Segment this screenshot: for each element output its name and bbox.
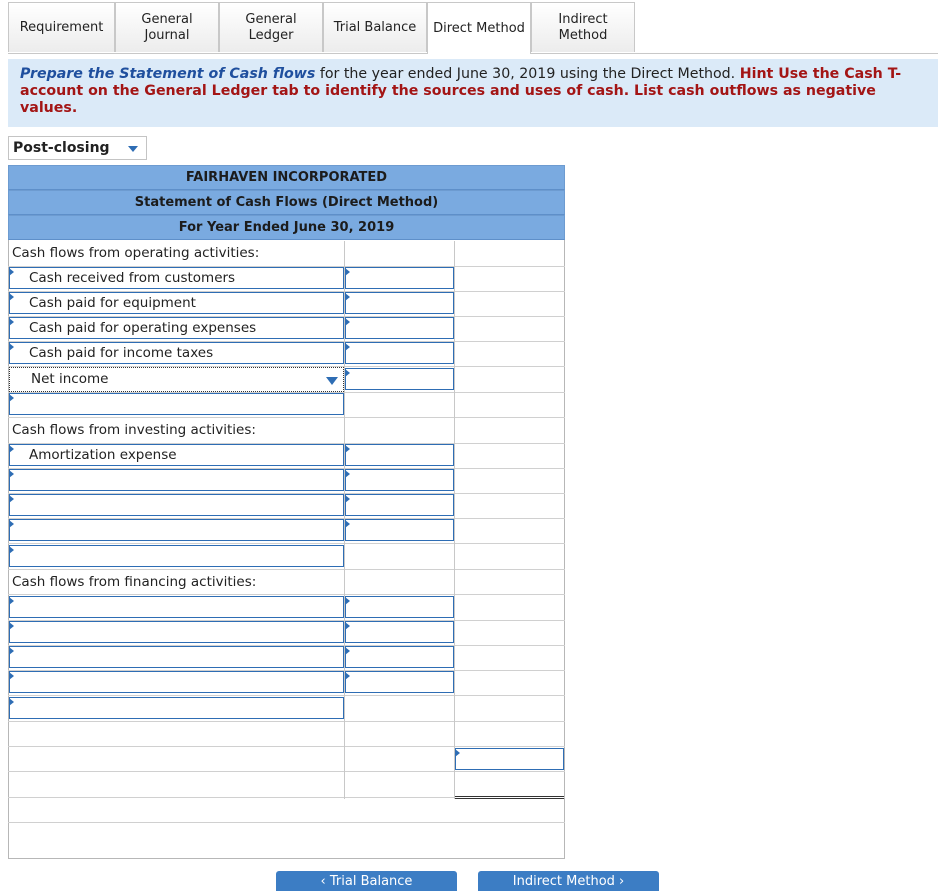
line-item-marker-icon bbox=[9, 672, 14, 680]
line-item-marker-icon bbox=[9, 445, 14, 453]
amount-marker-icon bbox=[345, 622, 350, 630]
operating-item: Cash paid for equipment bbox=[29, 295, 196, 311]
amount-marker-icon bbox=[345, 647, 350, 655]
statement-title: Statement of Cash Flows (Direct Method) bbox=[8, 190, 565, 215]
next-tab-button[interactable]: Indirect Method › bbox=[478, 871, 659, 891]
line-item-field[interactable] bbox=[9, 621, 344, 643]
row-divider bbox=[8, 771, 565, 772]
tab-label: General Ledger bbox=[245, 11, 297, 43]
financing-heading: Cash flows from financing activities: bbox=[12, 574, 257, 590]
line-item-marker-icon bbox=[9, 293, 14, 301]
amount-input[interactable] bbox=[345, 292, 454, 314]
amount-input[interactable] bbox=[345, 621, 454, 643]
amount-input[interactable] bbox=[345, 671, 454, 693]
line-item-marker-icon bbox=[9, 597, 14, 605]
tab-general-ledger[interactable] bbox=[219, 2, 323, 52]
amount-input[interactable] bbox=[345, 444, 454, 466]
line-item-marker-icon bbox=[9, 318, 14, 326]
tab-label: Direct Method bbox=[433, 20, 525, 36]
post-closing-select[interactable] bbox=[8, 136, 147, 160]
line-item-field[interactable] bbox=[9, 671, 344, 693]
tab-direct-method[interactable] bbox=[427, 2, 531, 54]
line-item-marker-icon bbox=[9, 622, 14, 630]
amount-input[interactable] bbox=[345, 317, 454, 339]
amount-input[interactable] bbox=[345, 519, 454, 541]
row-divider bbox=[8, 721, 565, 722]
line-item-field[interactable] bbox=[9, 519, 344, 541]
line-item-field[interactable] bbox=[9, 646, 344, 668]
amount-marker-icon bbox=[345, 445, 350, 453]
row-divider bbox=[8, 822, 565, 823]
instructions-hint: Hint Use the Cash T-account on the General Ledger tab to identify the sources and uses of cash. List cash outflows as negative values. bbox=[20, 66, 902, 116]
tab-label: General Journal bbox=[141, 11, 193, 43]
amount-input[interactable] bbox=[345, 646, 454, 668]
line-item-field[interactable] bbox=[9, 596, 344, 618]
column-divider bbox=[454, 241, 455, 799]
instructions-text: for the year ended June 30, 2019 using the Direct Method. bbox=[315, 66, 740, 82]
double-underline bbox=[455, 796, 564, 799]
amount-marker-icon bbox=[345, 293, 350, 301]
operating-item: Cash paid for operating expenses bbox=[29, 320, 257, 336]
row-divider bbox=[8, 695, 565, 696]
amount-marker-icon bbox=[345, 672, 350, 680]
amount-input[interactable] bbox=[345, 267, 454, 289]
amount-marker-icon bbox=[345, 318, 350, 326]
operating-item: Cash received from customers bbox=[29, 270, 236, 286]
line-item-marker-icon bbox=[9, 470, 14, 478]
company-name: FAIRHAVEN INCORPORATED bbox=[8, 165, 565, 190]
line-item-field[interactable] bbox=[9, 469, 344, 491]
amount-marker-icon bbox=[345, 369, 350, 377]
tab-label: Requirement bbox=[19, 19, 104, 35]
chevron-down-icon[interactable] bbox=[326, 377, 338, 385]
tab-label: Indirect Method bbox=[558, 11, 608, 43]
amount-input[interactable] bbox=[345, 596, 454, 618]
line-item-marker-icon bbox=[9, 268, 14, 276]
investing-item: Amortization expense bbox=[29, 447, 177, 463]
tab-general-journal[interactable] bbox=[115, 2, 219, 52]
post-closing-label: Post-closing bbox=[13, 140, 110, 156]
amount-marker-icon bbox=[345, 470, 350, 478]
line-item-marker-icon bbox=[9, 520, 14, 528]
line-item-marker-icon bbox=[9, 546, 14, 554]
amount-input[interactable] bbox=[345, 469, 454, 491]
operating-item: Cash paid for income taxes bbox=[29, 345, 214, 361]
tab-label: Trial Balance bbox=[333, 19, 417, 35]
tab-indirect-method[interactable] bbox=[531, 2, 635, 52]
amount-marker-icon bbox=[455, 749, 460, 757]
amount-marker-icon bbox=[345, 343, 350, 351]
tab-trial-balance[interactable] bbox=[323, 2, 427, 52]
line-item-select-value: Net income bbox=[31, 371, 109, 387]
row-divider bbox=[8, 543, 565, 544]
line-item-marker-icon bbox=[9, 343, 14, 351]
total-input[interactable] bbox=[455, 748, 564, 770]
amount-input[interactable] bbox=[345, 368, 454, 390]
amount-marker-icon bbox=[345, 268, 350, 276]
tab-requirement[interactable] bbox=[8, 2, 115, 52]
line-item-marker-icon bbox=[9, 394, 14, 402]
investing-heading: Cash flows from investing activities: bbox=[12, 422, 256, 438]
chevron-down-icon bbox=[128, 146, 138, 152]
line-item-marker-icon bbox=[9, 495, 14, 503]
row-divider bbox=[8, 746, 565, 747]
amount-input[interactable] bbox=[345, 342, 454, 364]
line-item-field[interactable] bbox=[9, 494, 344, 516]
prev-tab-button[interactable]: ‹ Trial Balance bbox=[276, 871, 457, 891]
line-item-marker-icon bbox=[9, 698, 14, 706]
amount-marker-icon bbox=[345, 520, 350, 528]
amount-marker-icon bbox=[345, 495, 350, 503]
line-item-field[interactable] bbox=[9, 545, 344, 567]
amount-marker-icon bbox=[345, 597, 350, 605]
line-item-marker-icon bbox=[9, 647, 14, 655]
operating-heading: Cash flows from operating activities: bbox=[12, 245, 260, 261]
instructions-panel bbox=[8, 59, 938, 127]
line-item-field[interactable] bbox=[9, 697, 344, 719]
instructions-lead: Prepare the Statement of Cash flows bbox=[20, 66, 316, 82]
statement-period: For Year Ended June 30, 2019 bbox=[8, 215, 565, 240]
amount-input[interactable] bbox=[345, 494, 454, 516]
line-item-field[interactable] bbox=[9, 393, 344, 415]
